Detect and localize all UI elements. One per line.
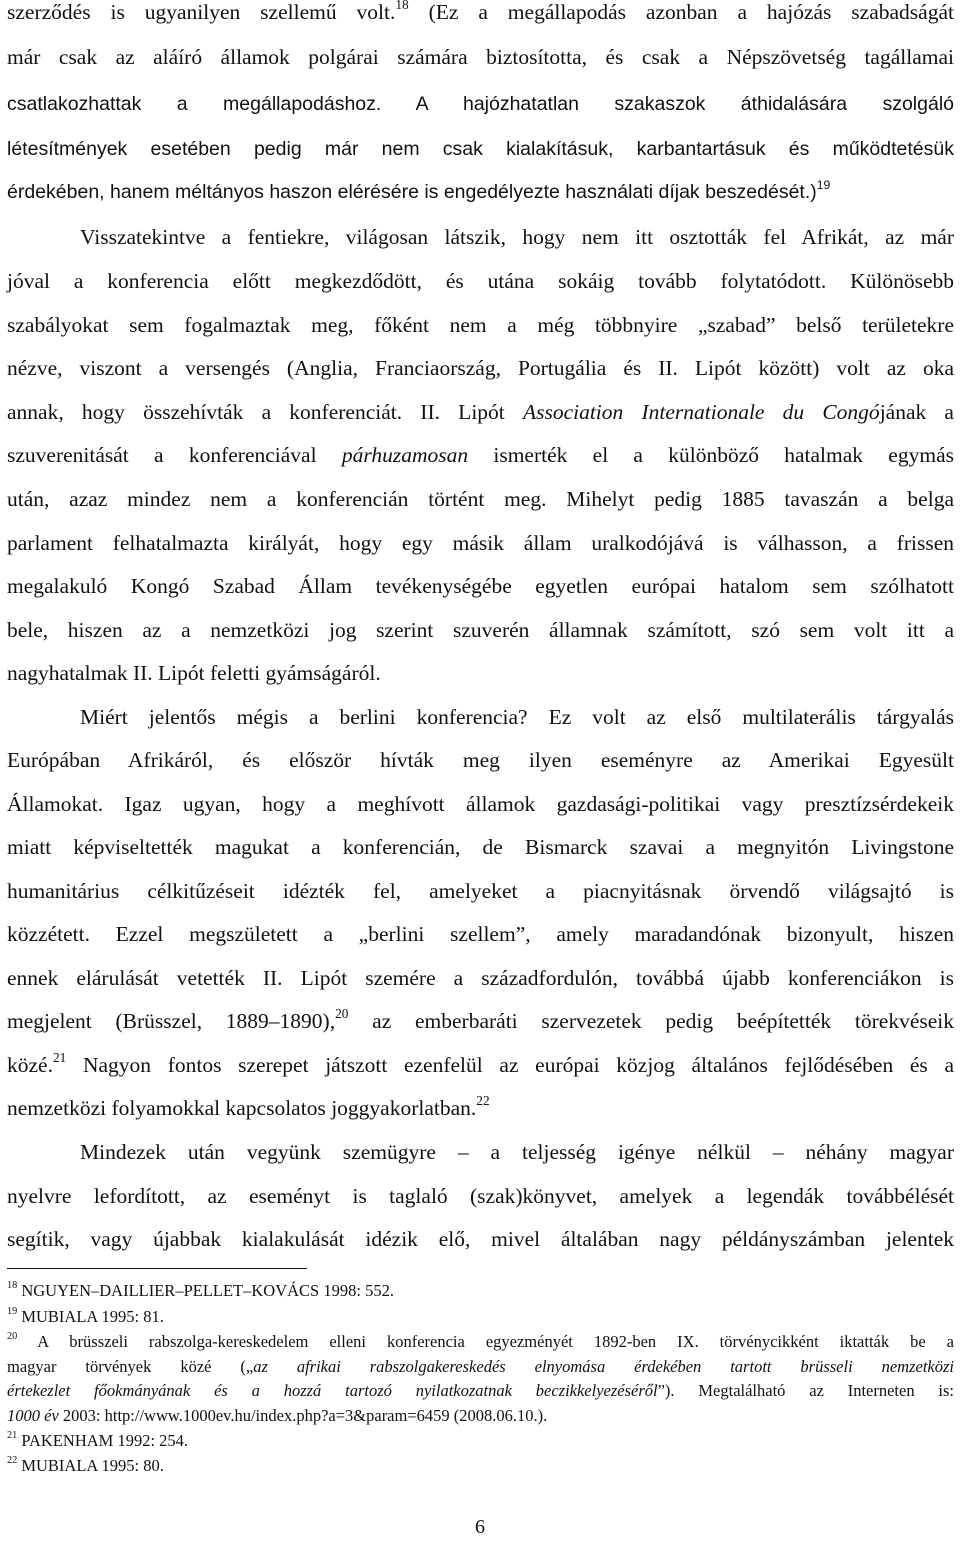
text-run: nézve, viszont a versengés (Anglia, Franciaország, Portugália és II. Lipót között) volt az oka (7, 356, 954, 380)
text-run: csatlakozhattak a megállapodáshoz. A hajózhatatlan szakaszok áthidalására szolgáló (7, 93, 954, 115)
text-run: Nagyon fontos szerepet játszott ezenfelül az európai közjog általános fejlődésében és a (66, 1053, 954, 1077)
text-run: közzétett. Ezzel megszületett a „berlini szellem”, amely maradandónak bizonyult, hiszen (7, 922, 954, 946)
footnote-ref: 18 (7, 1279, 18, 1291)
footnote-ref: 19 (7, 1305, 18, 1317)
text-run: Miért jelentős mégis a berlini konferencia? Ez volt az első multilaterális tárgyalás (80, 705, 954, 729)
footnote-ref: 22 (476, 1092, 490, 1108)
text-run: szabályokat sem fogalmaztak meg, főként nem a még többnyire „szabad” belső területekre (7, 313, 954, 337)
footnote-ref: 20 (335, 1005, 349, 1021)
text-run: Visszatekintve a fentiekre, világosan látszik, hogy nem itt osztották fel Afrikát, az már (80, 225, 954, 249)
text-run: Európában Afrikáról, és először hívták meg ilyen eseményre az Amerikai Egyesült (7, 748, 954, 772)
text-run: Mindezek után vegyünk szemügyre – a teljesség igénye nélkül – néhány magyar (80, 1140, 954, 1164)
body-line (7, 571, 954, 601)
body-line (7, 1093, 954, 1123)
footnote-ref: 21 (7, 1429, 18, 1441)
text-run: (Ez a megállapodás azonban a hajózás szabadságát (408, 0, 954, 24)
body-line (7, 615, 954, 645)
body-line (7, 0, 954, 27)
text-run: magyar törvények közé („ (7, 1357, 254, 1376)
body-line (7, 789, 954, 819)
footnote-line (7, 1331, 954, 1353)
body-line (7, 876, 954, 906)
footnote-line (7, 1405, 954, 1427)
body-line (7, 919, 954, 949)
text-run: érdekében, hanem méltányos haszon elérésére is engedélyezte használati díjak beszedését.) (7, 181, 817, 203)
text-run: ”). Megtalálható az Interneten is: (657, 1381, 954, 1400)
footnote-line (7, 1280, 954, 1302)
text-run: nagyhatalmak II. Lipót feletti gyámságáról. (7, 661, 381, 685)
text-run: parlament felhatalmazta királyát, hogy egy másik állam uralkodójává is válhasson, a frissen (7, 531, 954, 555)
footnote-line (7, 1455, 954, 1477)
text-run: az emberbaráti szervezetek pedig beépítették törekvéseik (348, 1009, 955, 1033)
italic-text: 1000 év (7, 1406, 59, 1425)
text-run: megalakuló Kongó Szabad Állam tevékenységébe egyetlen európai hatalom sem szólhatott (7, 574, 954, 598)
text-run: A brüsszeli rabszolga-kereskedelem elleni konferencia egyezményét 1892-ben IX. törvénycikként iktatták be a (17, 1332, 954, 1351)
text-run: létesítmények esetében pedig már nem csak kialakításuk, karbantartásuk és működtetésük (7, 138, 954, 160)
footnote-line (7, 1356, 954, 1378)
text-run: ismerték el a különböző hatalmak egymás (468, 443, 954, 467)
body-line (7, 832, 954, 862)
footnote-ref: 22 (7, 1454, 18, 1466)
body-line (7, 1181, 954, 1211)
body-line (7, 484, 954, 514)
text-run: humanitárius célkitűzéseit idézték fel, amelyeket a piacnyitásnak örvendő világsajtó is (7, 879, 954, 903)
text-run: annak, hogy összehívták a konferenciát. II. Lipót (7, 400, 523, 424)
footnote-line (7, 1430, 954, 1452)
text-run: nyelvre lefordított, az eseményt is taglaló (szak)könyvet, amelyek a legendák továbbélését (7, 1184, 954, 1208)
body-line (7, 42, 954, 72)
footnote-ref: 20 (7, 1330, 18, 1342)
text-run: MUBIALA 1995: 81. (17, 1307, 164, 1326)
text-run: 2003: http://www.1000ev.hu/index.php?a=3&param=6459 (2008.06.10.). (58, 1406, 548, 1425)
footnote-ref: 18 (395, 0, 409, 12)
body-line (7, 440, 954, 470)
text-run: szerződés is ugyanilyen szellemű volt. (7, 0, 396, 24)
text-run: NGUYEN–DAILLIER–PELLET–KOVÁCS 1998: 552. (17, 1281, 394, 1300)
text-run: jóval a konferencia előtt megkezdődött, és utána sokáig tovább folytatódott. Különösebb (7, 269, 954, 293)
body-line (7, 310, 954, 340)
footnote-line (7, 1306, 954, 1328)
text-run: nemzetközi folyamokkal kapcsolatos joggyakorlatban. (7, 1096, 477, 1120)
footnote-line (7, 1380, 954, 1402)
body-line (7, 134, 954, 164)
text-run: szuverenitását a konferenciával (7, 443, 342, 467)
text-run: MUBIALA 1995: 80. (17, 1456, 164, 1475)
body-line (7, 1006, 954, 1036)
text-run: Államokat. Igaz ugyan, hogy a meghívott államok gazdasági-politikai vagy presztízsérdekeik (7, 792, 954, 816)
text-run: PAKENHAM 1992: 254. (17, 1431, 189, 1450)
text-run: jának a (879, 400, 954, 424)
text-run: közé. (7, 1053, 53, 1077)
italic-text: párhuzamosan (341, 443, 469, 467)
text-run: miatt képviseltették magukat a konferencián, de Bismarck szavai a megnyitón Livingstone (7, 835, 954, 859)
body-line (80, 222, 954, 252)
italic-text: az afrikai rabszolgakereskedés elnyomása érdekében tartott brüsseli nemzetközi (253, 1357, 955, 1376)
body-line (7, 528, 954, 558)
text-run: bele, hiszen az a nemzetközi jog szerint szuverén államnak számított, szó sem volt itt a (7, 618, 954, 642)
body-line (80, 702, 954, 732)
page-number: 6 (475, 1516, 485, 1538)
body-line (7, 89, 954, 119)
text-run: ennek elárulását vetették II. Lipót szemére a századfordulón, továbbá újabb konferenciákon is (7, 966, 954, 990)
body-line (7, 745, 954, 775)
italic-text: Association Internationale du Congó (522, 400, 880, 424)
text-run: segítik, vagy újabbak kialakulását idézik elő, mivel általában nagy példányszámban jelentek (7, 1227, 954, 1251)
body-line (7, 266, 954, 296)
body-line (7, 1050, 954, 1080)
text-run: megjelent (Brüsszel, 1889–1890), (7, 1009, 336, 1033)
body-line (7, 177, 954, 207)
footnote-ref: 19 (816, 177, 831, 192)
footnote-separator (7, 1268, 307, 1269)
italic-text: értekezlet főokmányának és a hozzá tartozó nyilatkozatnak beczikkelyezéséről (7, 1381, 658, 1400)
footnote-ref: 21 (52, 1049, 67, 1065)
body-line (7, 658, 954, 688)
body-line (7, 353, 954, 383)
body-line (7, 397, 954, 427)
text-run: után, azaz mindez nem a konferencián történt meg. Mihelyt pedig 1885 tavaszán a belga (7, 487, 954, 511)
body-line (80, 1137, 954, 1167)
body-line (7, 963, 954, 993)
body-line (7, 1224, 954, 1254)
text-run: már csak az aláíró államok polgárai számára biztosította, és csak a Népszövetség tagállamai (7, 45, 954, 69)
